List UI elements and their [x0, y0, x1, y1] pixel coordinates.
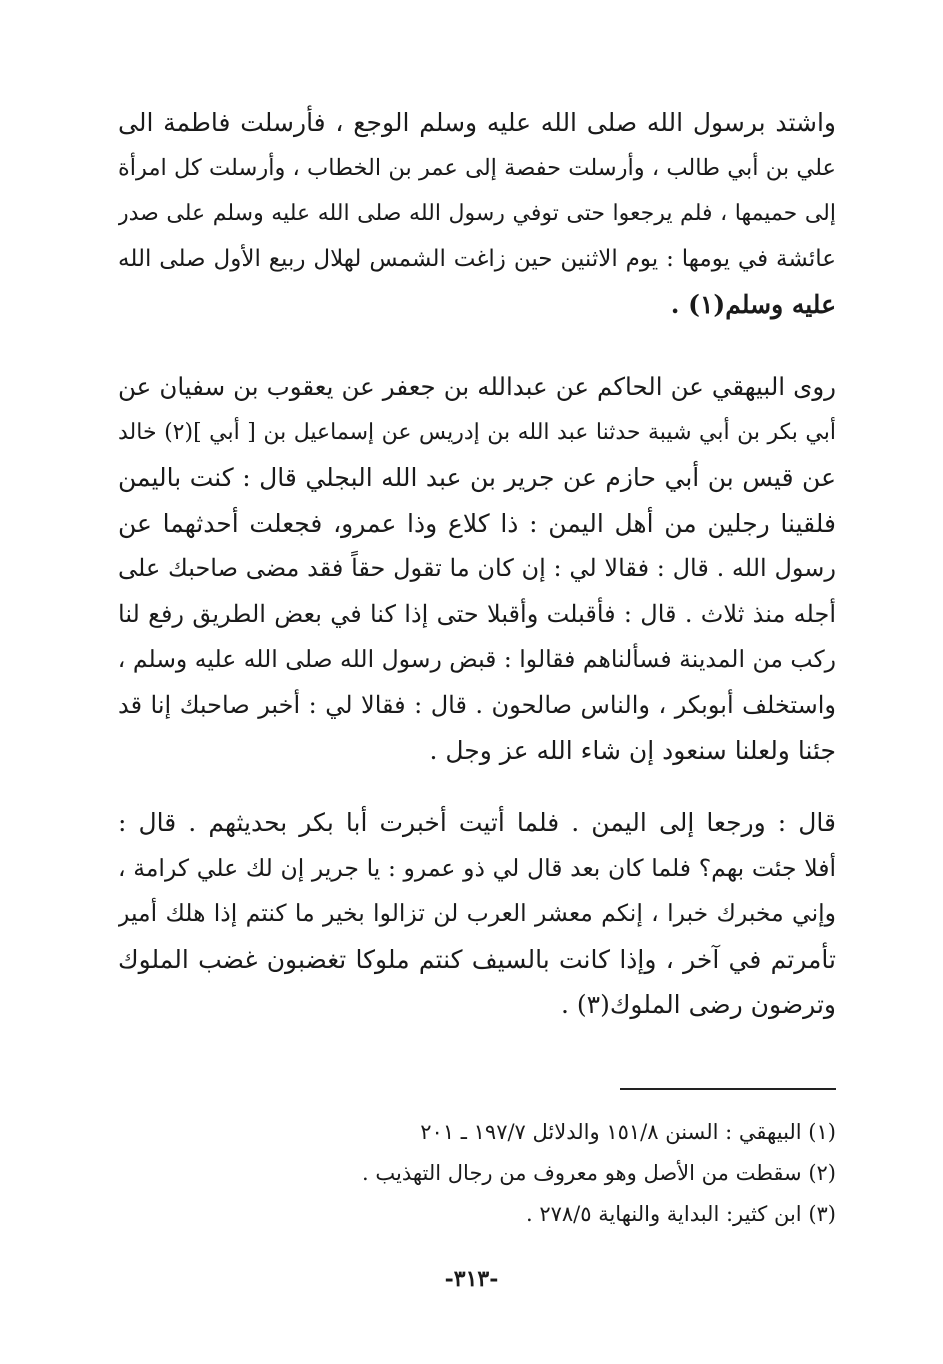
- paragraph-3: [118, 800, 836, 1028]
- text-line: عليه وسلم(١) .: [670, 290, 836, 319]
- text-line: علي بن أبي طالب ، وأرسلت حفصة إلى عمر بن الخطاب ، وأرسلت كل امرأة: [118, 154, 836, 181]
- text-line: أجله منذ ثلاث . قال : فأقبلت وأقبلا حتى إذا كنا في بعض الطريق رفع لنا: [118, 599, 836, 628]
- page-number: -٣١٣-: [444, 1266, 499, 1292]
- text-line: وترضون رضى الملوك(٣) .: [560, 990, 836, 1019]
- paragraph-1: [118, 100, 836, 328]
- footnote-2: (٢) سقطت من الأصل وهو معروف من رجال التهذيب .: [362, 1161, 836, 1185]
- text-line: قال : ورجعا إلى اليمن . فلما أتيت أخبرت أبا بكر بحديثهم . قال :: [118, 808, 836, 837]
- text-line: عن قيس بن أبي حازم عن جرير بن عبد الله البجلي قال : كنت باليمن: [118, 463, 836, 492]
- text-line: إلى حميمها ، فلم يرجعوا حتى توفي رسول الله صلى الله عليه وسلم على صدر: [118, 201, 836, 226]
- text-line: عائشة في يومها : يوم الاثنين حين زاغت الشمس لهلال ربيع الأول صلى الله: [118, 245, 836, 272]
- text-line: واستخلف أبوبكر ، والناس صالحون . قال : فقالا لي : أخبر صاحبك إنا قد: [118, 690, 836, 719]
- text-line: جئنا ولعلنا سنعود إن شاء الله عز وجل .: [429, 736, 836, 765]
- text-line: وإني مخبرك خبرا ، إنكم معشر العرب لن تزالوا بخير ما كنتم إذا هلك أمير: [118, 899, 836, 927]
- footnotes: [118, 1112, 836, 1235]
- text-line: روى البيهقي عن الحاكم عن عبدالله بن جعفر عن يعقوب بن سفيان عن: [118, 372, 836, 401]
- text-line: ركب من المدينة فسألناهم فقالوا : قبض رسول الله صلى الله عليه وسلم ،: [118, 645, 836, 673]
- footnote-separator: [620, 1088, 836, 1090]
- text-line: تأمرتم في آخر ، وإذا كانت بالسيف كنتم ملوكا تغضبون غضب الملوك: [118, 944, 836, 974]
- text-line: أفلا جئت بهم؟ فلما كان بعد قال لي ذو عمرو : يا جرير إن لك علي كرامة ،: [118, 853, 836, 882]
- footnote-1: (١) البيهقي : السنن ١٥١/٨ والدلائل ١٩٧/٧ ـ ٢٠١: [420, 1120, 836, 1144]
- text-line: رسول الله . قال : فقالا لي : إن كان ما تقول حقاً فقد مضى صاحبك على: [118, 554, 836, 582]
- text-line: واشتد برسول الله صلى الله عليه وسلم الوجع ، فأرسلت فاطمة الى: [118, 108, 836, 137]
- paragraph-2: [118, 364, 836, 774]
- footnote-3: (٣) ابن كثير: البداية والنهاية ٢٧٨/٥ .: [525, 1202, 836, 1226]
- text-line: فلقينا رجلين من أهل اليمن : ذا كلاع وذا عمرو، فجعلت أحدثهما عن: [118, 508, 836, 538]
- text-line: أبي بكر بن أبي شيبة حدثنا عبد الله بن إدريس عن إسماعيل بن [ أبي ](٢) خالد: [118, 419, 836, 445]
